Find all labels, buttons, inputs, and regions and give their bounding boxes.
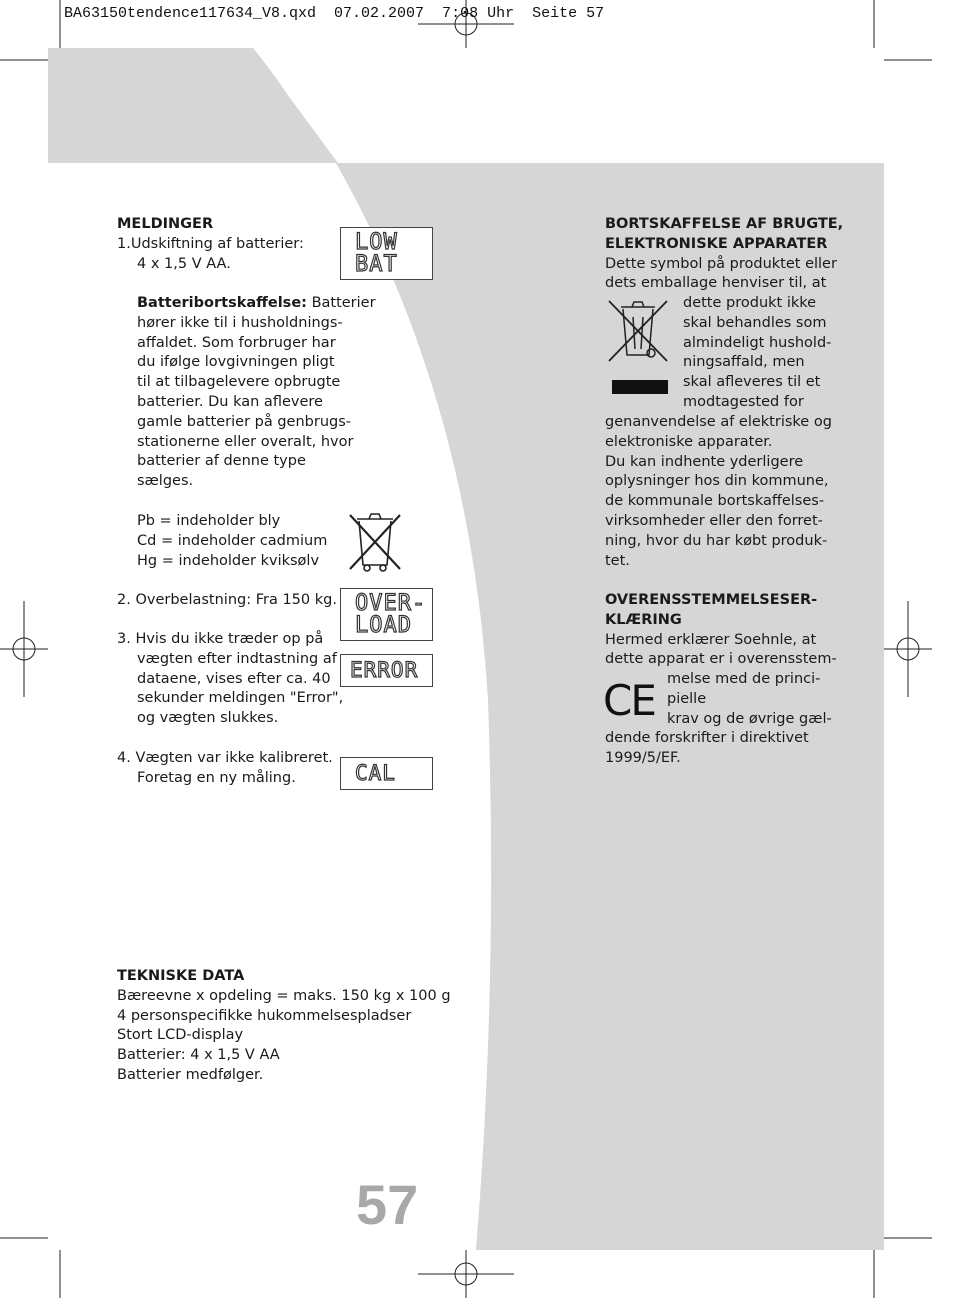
ce-mark-icon: CE bbox=[603, 676, 655, 725]
item4-line: Foretag en ny måling. bbox=[137, 769, 296, 786]
item2-text: 2. Overbelastning: Fra 150 kg. bbox=[117, 592, 337, 608]
tech-data-section bbox=[117, 967, 477, 1086]
weee-line: ning, hvor du har købt produk- bbox=[605, 532, 828, 549]
heavy-metals-list bbox=[117, 512, 467, 571]
weee-line: skal behandles som bbox=[683, 314, 827, 331]
weee-line: genanvendelse af elektriske og bbox=[605, 414, 832, 430]
item4-line: 4. Vægten var ikke kalibreret. bbox=[117, 750, 333, 766]
lcd-over-load bbox=[340, 588, 433, 641]
conformity-section-top bbox=[605, 591, 845, 670]
weee-line: Du kan indhente yderligere bbox=[605, 453, 804, 470]
meldinger-title: MELDINGER bbox=[117, 216, 214, 232]
weee-line: tet. bbox=[605, 552, 630, 569]
conformity-section-beside bbox=[667, 670, 847, 729]
tech-line: Batterier: 4 x 1,5 V AA bbox=[117, 1047, 280, 1064]
disposal-label: Batteribortskaffelse: bbox=[137, 295, 307, 311]
disposal-line: stationerne eller overalt, hvor bbox=[137, 433, 354, 450]
weee-section-bottom bbox=[605, 413, 845, 571]
weee-line: Dette symbol på produktet eller bbox=[605, 255, 837, 272]
weee-line: modtagested for bbox=[683, 393, 804, 410]
tech-line: Bæreevne x opdeling = maks. 150 kg x 100 g bbox=[117, 987, 451, 1004]
conf-line: Hermed erklærer Soehnle, at bbox=[605, 631, 817, 648]
weee-line: ningsaffald, men bbox=[683, 354, 805, 371]
tech-line: Batterier medfølger. bbox=[117, 1066, 264, 1083]
disposal-line: batterier. Du kan aflevere bbox=[137, 393, 323, 410]
metal-pb: Pb = indeholder bly bbox=[137, 513, 281, 529]
metal-hg: Hg = indeholder kviksølv bbox=[137, 552, 320, 569]
disposal-line: batterier af denne type bbox=[137, 453, 306, 470]
item3-line: og vægten slukkes. bbox=[137, 710, 279, 727]
tech-line: 4 personspecifikke hukommelsespladser bbox=[117, 1007, 412, 1024]
weee-line: elektroniske apparater. bbox=[605, 433, 773, 450]
weee-line: skal afleveres til et bbox=[683, 374, 821, 391]
weee-line: dette produkt ikke bbox=[683, 295, 817, 311]
disposal-line: hører ikke til i husholdnings- bbox=[137, 314, 343, 331]
lcd-low-bat bbox=[340, 227, 433, 280]
battery-disposal-paragraph bbox=[117, 294, 467, 492]
metal-cd: Cd = indeholder cadmium bbox=[137, 532, 328, 549]
tech-title: TEKNISKE DATA bbox=[117, 968, 245, 984]
disposal-line: Batterier bbox=[311, 295, 376, 311]
conformity-section-bottom bbox=[605, 729, 845, 769]
disposal-line: gamle batterier på genbrugs- bbox=[137, 413, 351, 430]
conf-line: melse med de princi- bbox=[667, 671, 821, 687]
weee-line: virksomheder eller den forret- bbox=[605, 512, 823, 529]
conf-line: 1999/5/EF. bbox=[605, 749, 681, 766]
weee-line: de kommunale bortskaffelses- bbox=[605, 493, 825, 510]
tech-line: Stort LCD-display bbox=[117, 1027, 244, 1044]
lcd-cal bbox=[340, 757, 433, 790]
disposal-line: sælges. bbox=[137, 473, 194, 490]
weee-section-beside bbox=[683, 294, 853, 413]
weee-section-top bbox=[605, 215, 845, 294]
disposal-line: til at tilbagelevere opbrugte bbox=[137, 374, 341, 391]
weee-title-2: ELEKTRONISKE APPARATER bbox=[605, 235, 828, 252]
conf-title-2: KLÆRING bbox=[605, 611, 682, 628]
weee-line: oplysninger hos din kommune, bbox=[605, 473, 829, 490]
weee-title-1: BORTSKAFFELSE AF BRUGTE, bbox=[605, 216, 844, 232]
lcd-over: OVER- bbox=[355, 591, 427, 616]
weee-line: almindeligt hushold- bbox=[683, 334, 832, 351]
item1-line1: 1.Udskiftning af batterier: bbox=[117, 235, 304, 252]
file-slug-header: BA63150tendence117634_V8.qxd 07.02.2007 7:08 Uhr Seite 57 bbox=[64, 5, 605, 22]
disposal-line: affaldet. Som forbruger har bbox=[137, 334, 336, 351]
item1-line2: 4 x 1,5 V AA. bbox=[137, 255, 231, 272]
item3-line: sekunder meldingen "Error", bbox=[137, 690, 344, 707]
weee-crossed-bin-icon bbox=[605, 297, 671, 397]
conf-line: pielle bbox=[667, 690, 707, 707]
item3-line: dataene, vises efter ca. 40 bbox=[137, 670, 331, 687]
page-number: 57 bbox=[356, 1173, 419, 1236]
lcd-error-text: ERROR bbox=[350, 658, 419, 682]
lcd-bat: BAT bbox=[355, 252, 398, 277]
lcd-load: LOAD bbox=[355, 613, 412, 638]
conf-line: dette apparat er i overensstem- bbox=[605, 651, 837, 668]
registration-mark-bottom bbox=[418, 1250, 514, 1298]
disposal-line: du ifølge lovgivningen pligt bbox=[137, 354, 335, 371]
registration-mark-left bbox=[0, 601, 48, 697]
conf-line: dende forskrifter i direktivet bbox=[605, 730, 809, 746]
conf-title-1: OVERENSSTEMMELSESER- bbox=[605, 592, 818, 608]
lcd-low: LOW bbox=[355, 230, 398, 255]
crossed-battery-bin-icon bbox=[345, 507, 405, 575]
item3-line: 3. Hvis du ikke træder op på bbox=[117, 631, 324, 647]
weee-line: dets emballage henviser til, at bbox=[605, 275, 827, 292]
item3-line: vægten efter indtastning af bbox=[137, 650, 337, 667]
lcd-error bbox=[340, 654, 433, 687]
conf-line: krav og de øvrige gæl- bbox=[667, 710, 832, 727]
lcd-cal-text: CAL bbox=[355, 761, 396, 785]
registration-mark-right bbox=[884, 601, 932, 697]
